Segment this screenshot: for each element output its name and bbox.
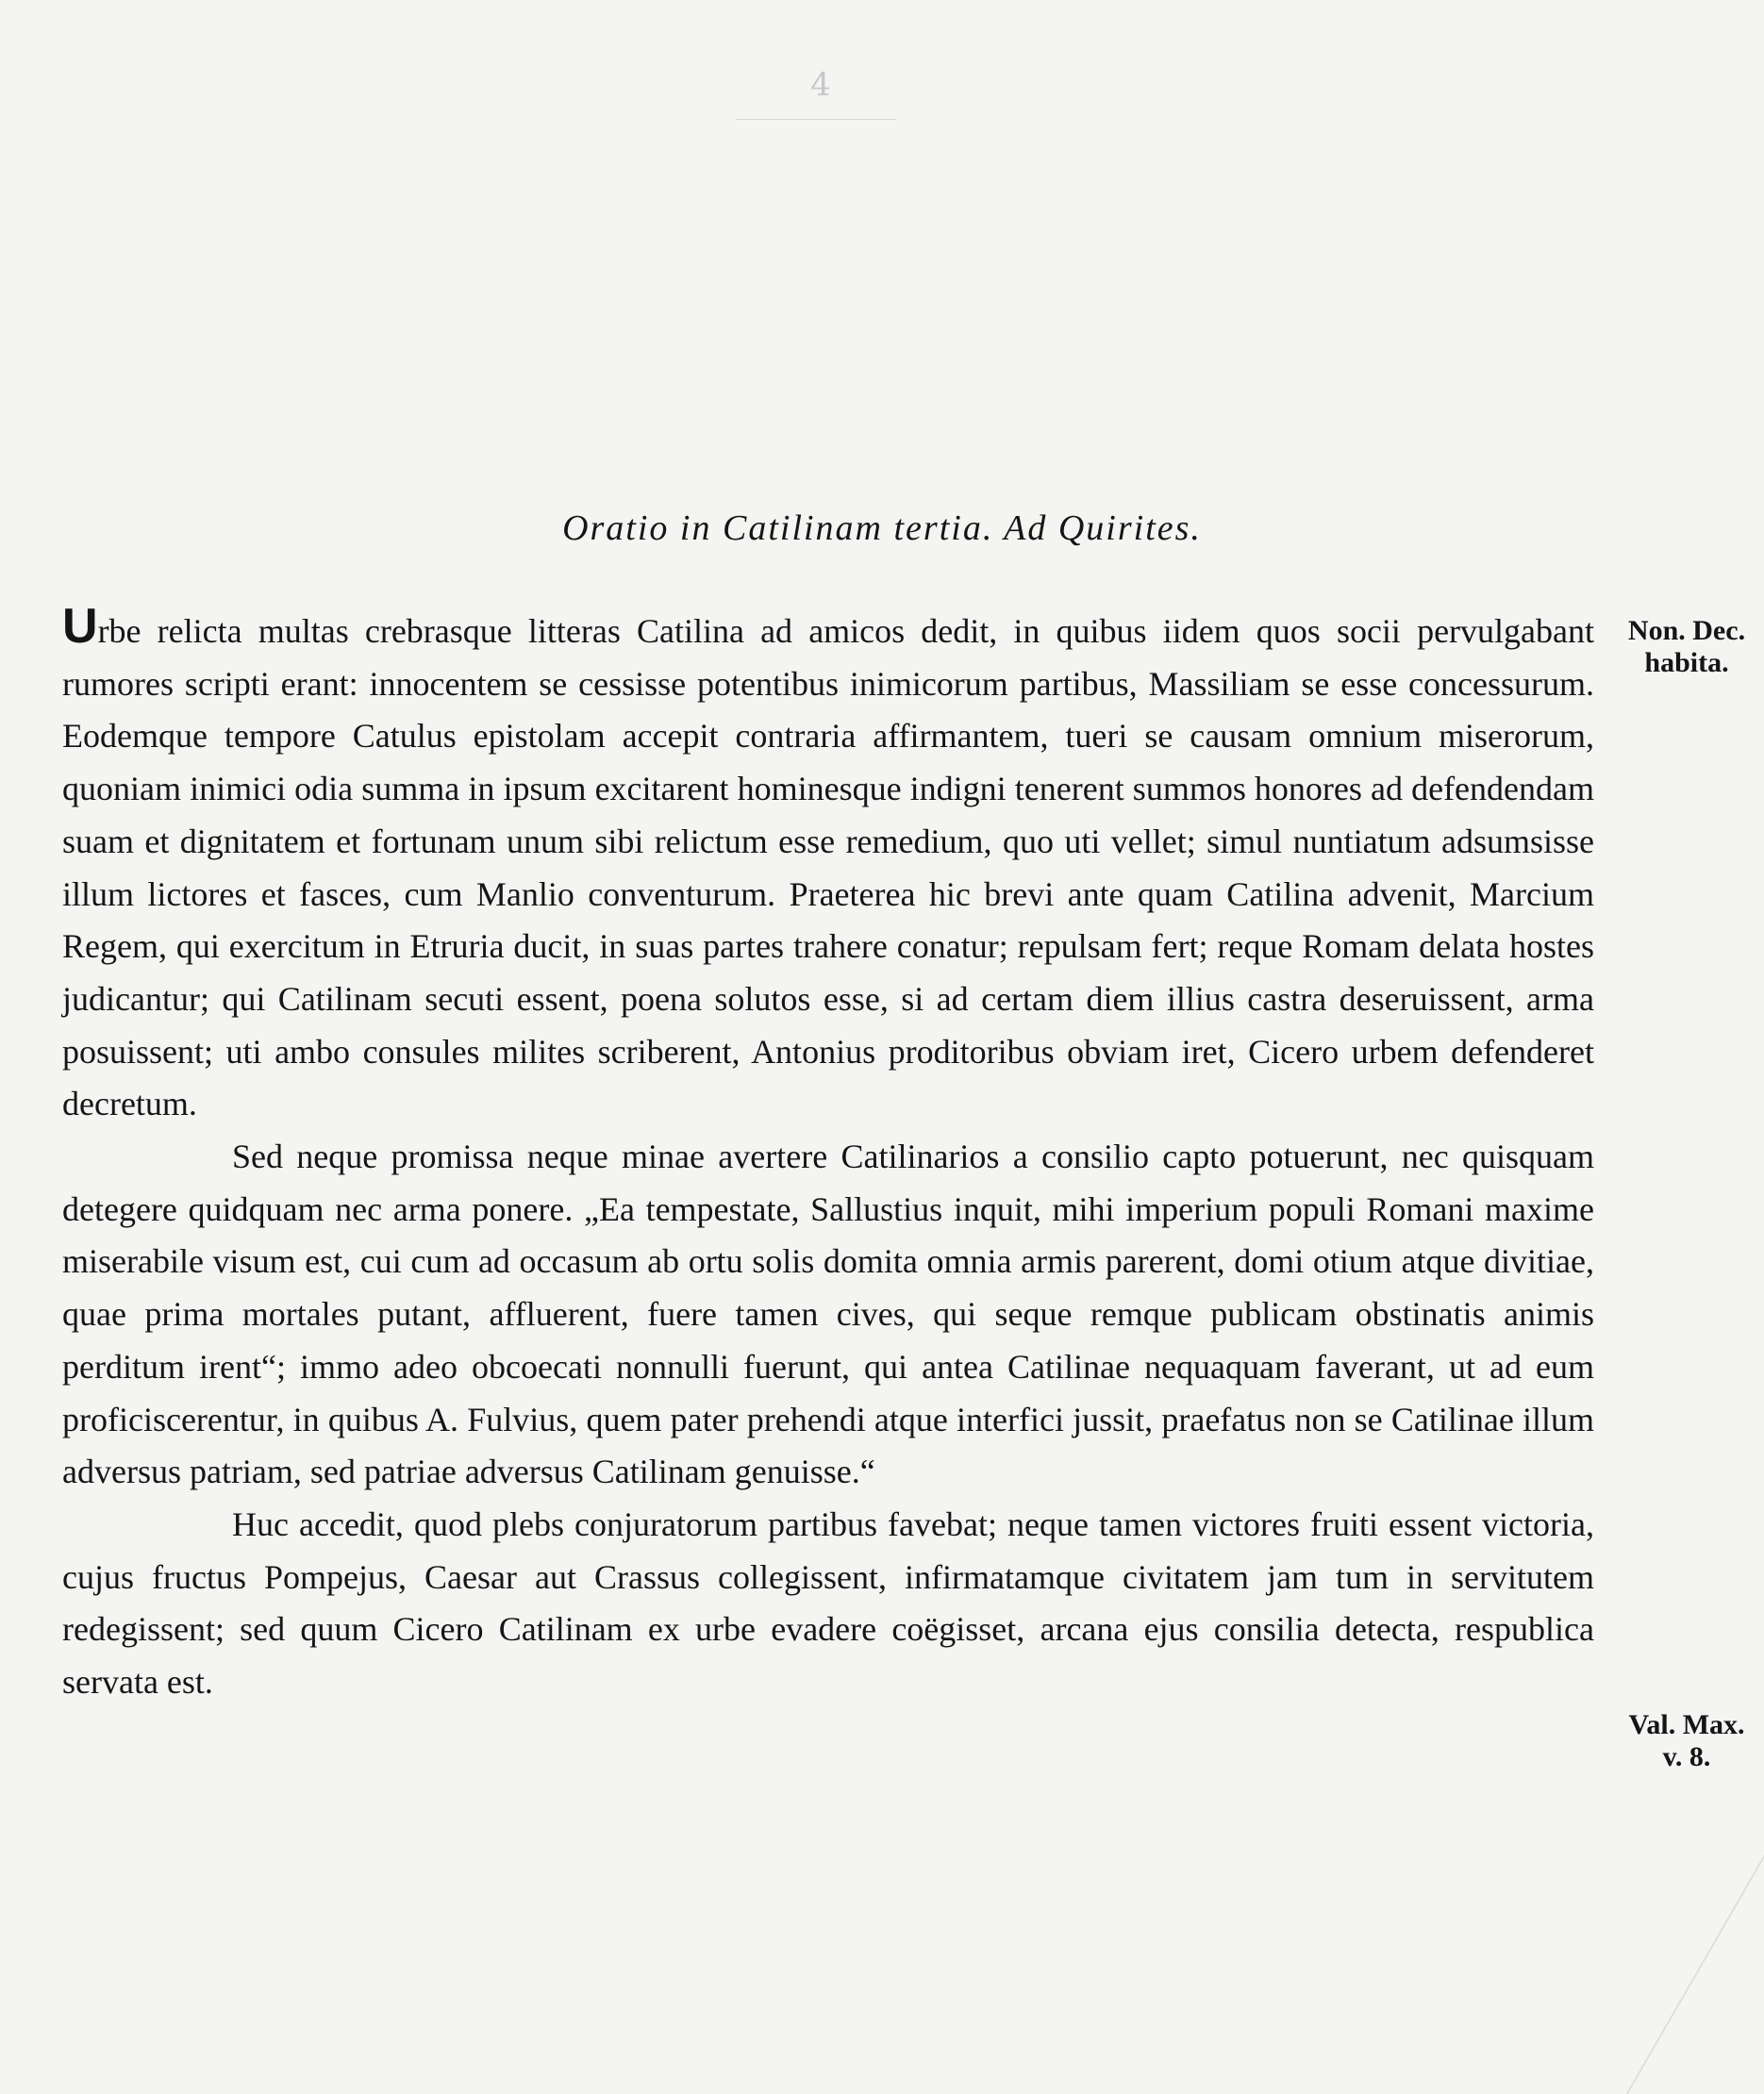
page-number: 4 [810, 66, 831, 104]
drop-initial: U [62, 599, 98, 654]
margin-note-non-dec [1611, 615, 1762, 679]
paragraph-3: Huc accedit, quod plebs conjuratorum partibus favebat; neque tamen victores fruiti essent victoria, cujus fructus Pompejus, Caesar aut Crassus collegissent, infirmatamque civitatem jam tum in servitutem redegissent; sed quum Cicero Catilinam ex urbe evadere coëgisset, arcana ejus consilia detecta, respublica servata est. [62, 1504, 1594, 1702]
margin-note-line: habita. [1644, 647, 1729, 678]
paragraph-2: Sed neque promissa neque minae avertere Catilinarios a consilio capto potuerunt, nec quisquam detegere quidquam nec arma ponere. „Ea tempestate, Sallustius inquit, mihi imperium populi Romani maxime miserabile visum est, cui cum ad occasum ab ortu solis domita omnia armis parerent, domi otium atque divitiae, quae prima mortales putant, affluerent, fuere tamen cives, qui seque remque publicam obstinatis animis perditum irent“; immo adeo obcoecati nonnulli fuerunt, qui antea Catilinae nequaquam faverant, ut ad eum proficiscerentur, in quibus A. Fulvius, quem pater prehendi atque interfici jussit, praefatus non se Catilinae illum adversus patriam, sed patriae adversus Catilinam genuisse.“ [62, 1138, 1594, 1491]
paragraph-1 [62, 599, 1594, 1131]
paragraph-1-text: rbe relicta multas crebrasque litteras Catilina ad amicos dedit, in quibus iidem quos socii pervulgabant rumores scripti erant: innocentem se cessisse potentibus inimicorum partibus, Massiliam se esse concessurum. Eodemque tempore Catulus epistolam accepit contraria affirmantem, tueri se causam omnium miserorum, quoniam inimici odia summa in ipsum excitarent hominesque indigni tenerent summos honores ad defendendam suam et dignitatem et fortunam unum sibi relictum esse remedium, quo uti vellet; simul nuntiatum adsumsisse illum lictores et fasces, cum Manlio conventurum. Praeterea hic brevi ante quam Catilina advenit, Marcium Regem, qui exercitum in Etruria ducit, in suas partes trahere conatur; repulsam fert; reque Romam delata hostes judicantur; qui Catilinam secuti essent, poena solutos esse, si ad certam diem illius castra deseruissent, arma posuissent; uti ambo consules milites scriberent, Antonius proditoribus obviam iret, Cicero urbem defenderet decretum. [62, 612, 1594, 1123]
page-number-rule [736, 119, 896, 120]
margin-note-line: Non. Dec. [1627, 615, 1746, 646]
margin-note-line: v. 8. [1662, 1741, 1711, 1772]
body-text [62, 599, 1594, 1709]
page-title: Oratio in Catilinam tertia. Ad Quirites. [562, 508, 1202, 548]
margin-note-line: Val. Max. [1628, 1709, 1745, 1740]
